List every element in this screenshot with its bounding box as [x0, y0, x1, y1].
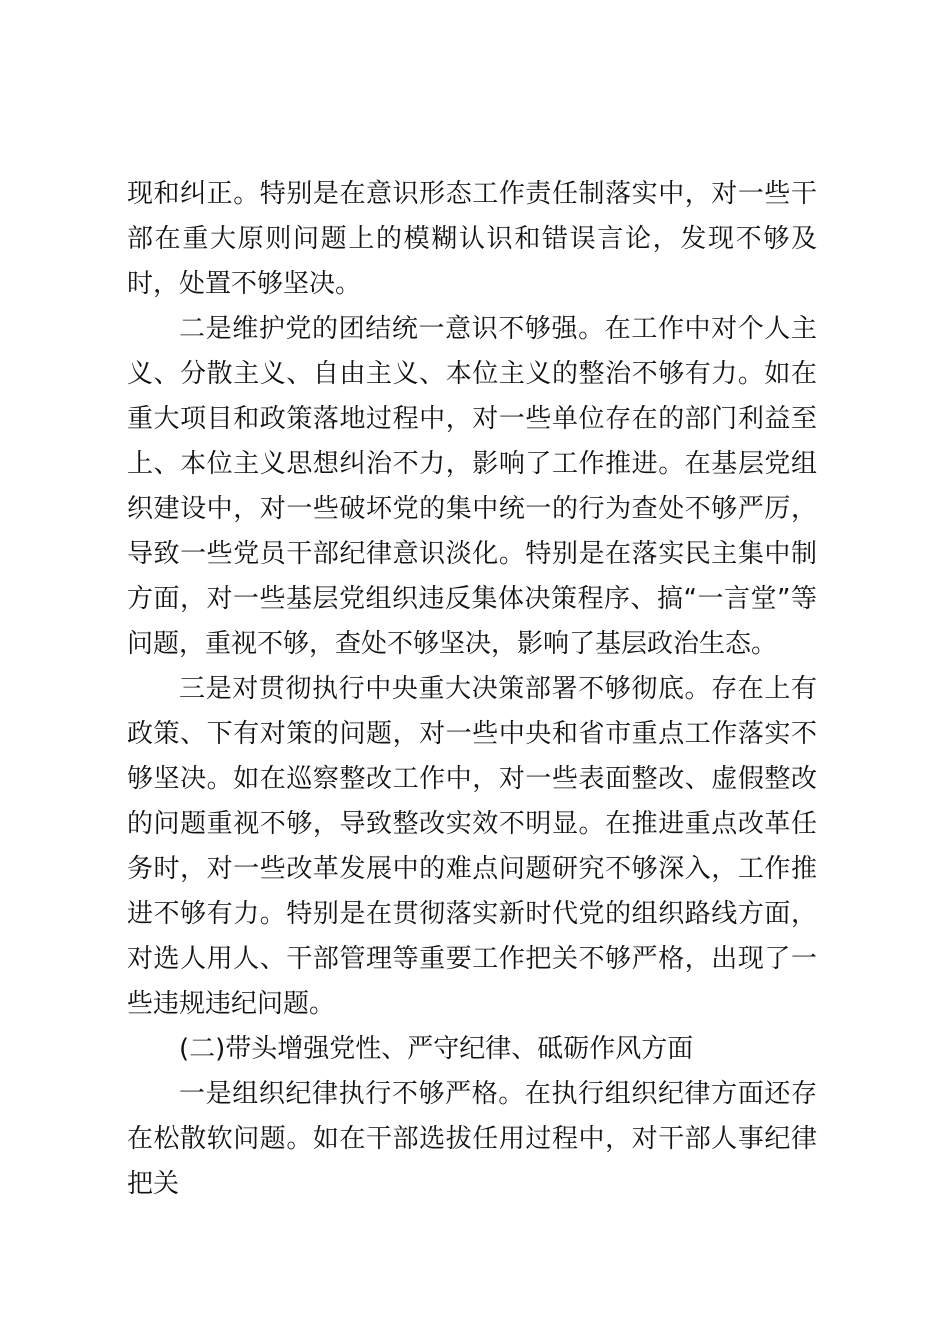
paragraph-policy-implementation: 三是对贯彻执行中央重大决策部署不够彻底。存在上有政策、下有对策的问题，对一些中央和省市重点工作落实不够坚决。如在巡察整改工作中，对一些表面整改、虚假整改的问题重视不够，导致整改实效不明显。在推进重点改革任务时，对一些改革发展中的难点问题研究不够深入，工作推进不够有力。特别是在贯彻落实新时代党的组织路线方面，对选人用人、干部管理等重要工作把关不够严格，出现了一些违规违纪问题。	[127, 674, 817, 1019]
paragraph-party-unity: 二是维护党的团结统一意识不够强。在工作中对个人主义、分散主义、自由主义、本位主义的整治不够有力。如在重大项目和政策落地过程中，对一些单位存在的部门利益至上、本位主义思想纠治不力，影响了工作推进。在基层党组织建设中，对一些破坏党的集中统一的行为查处不够严厉，导致一些党员干部纪律意识淡化。特别是在落实民主集中制方面，对一些基层党组织违反集体决策程序、搞“一言堂”等问题，重视不够，查处不够坚决，影响了基层政治生态。	[127, 314, 817, 659]
paragraph-continuation: 现和纠正。特别是在意识形态工作责任制落实中，对一些干部在重大原则问题上的模糊认识和错误言论，发现不够及时，处置不够坚决。	[127, 179, 817, 299]
document-body	[127, 172, 817, 1207]
section-subheading: (二)带头增强党性、严守纪律、砥砺作风方面	[179, 1034, 694, 1064]
paragraph-organizational-discipline: 一是组织纪律执行不够严格。在执行组织纪律方面还存在松散软问题。如在干部选拔任用过程中，对干部人事纪律把关	[127, 1079, 817, 1199]
